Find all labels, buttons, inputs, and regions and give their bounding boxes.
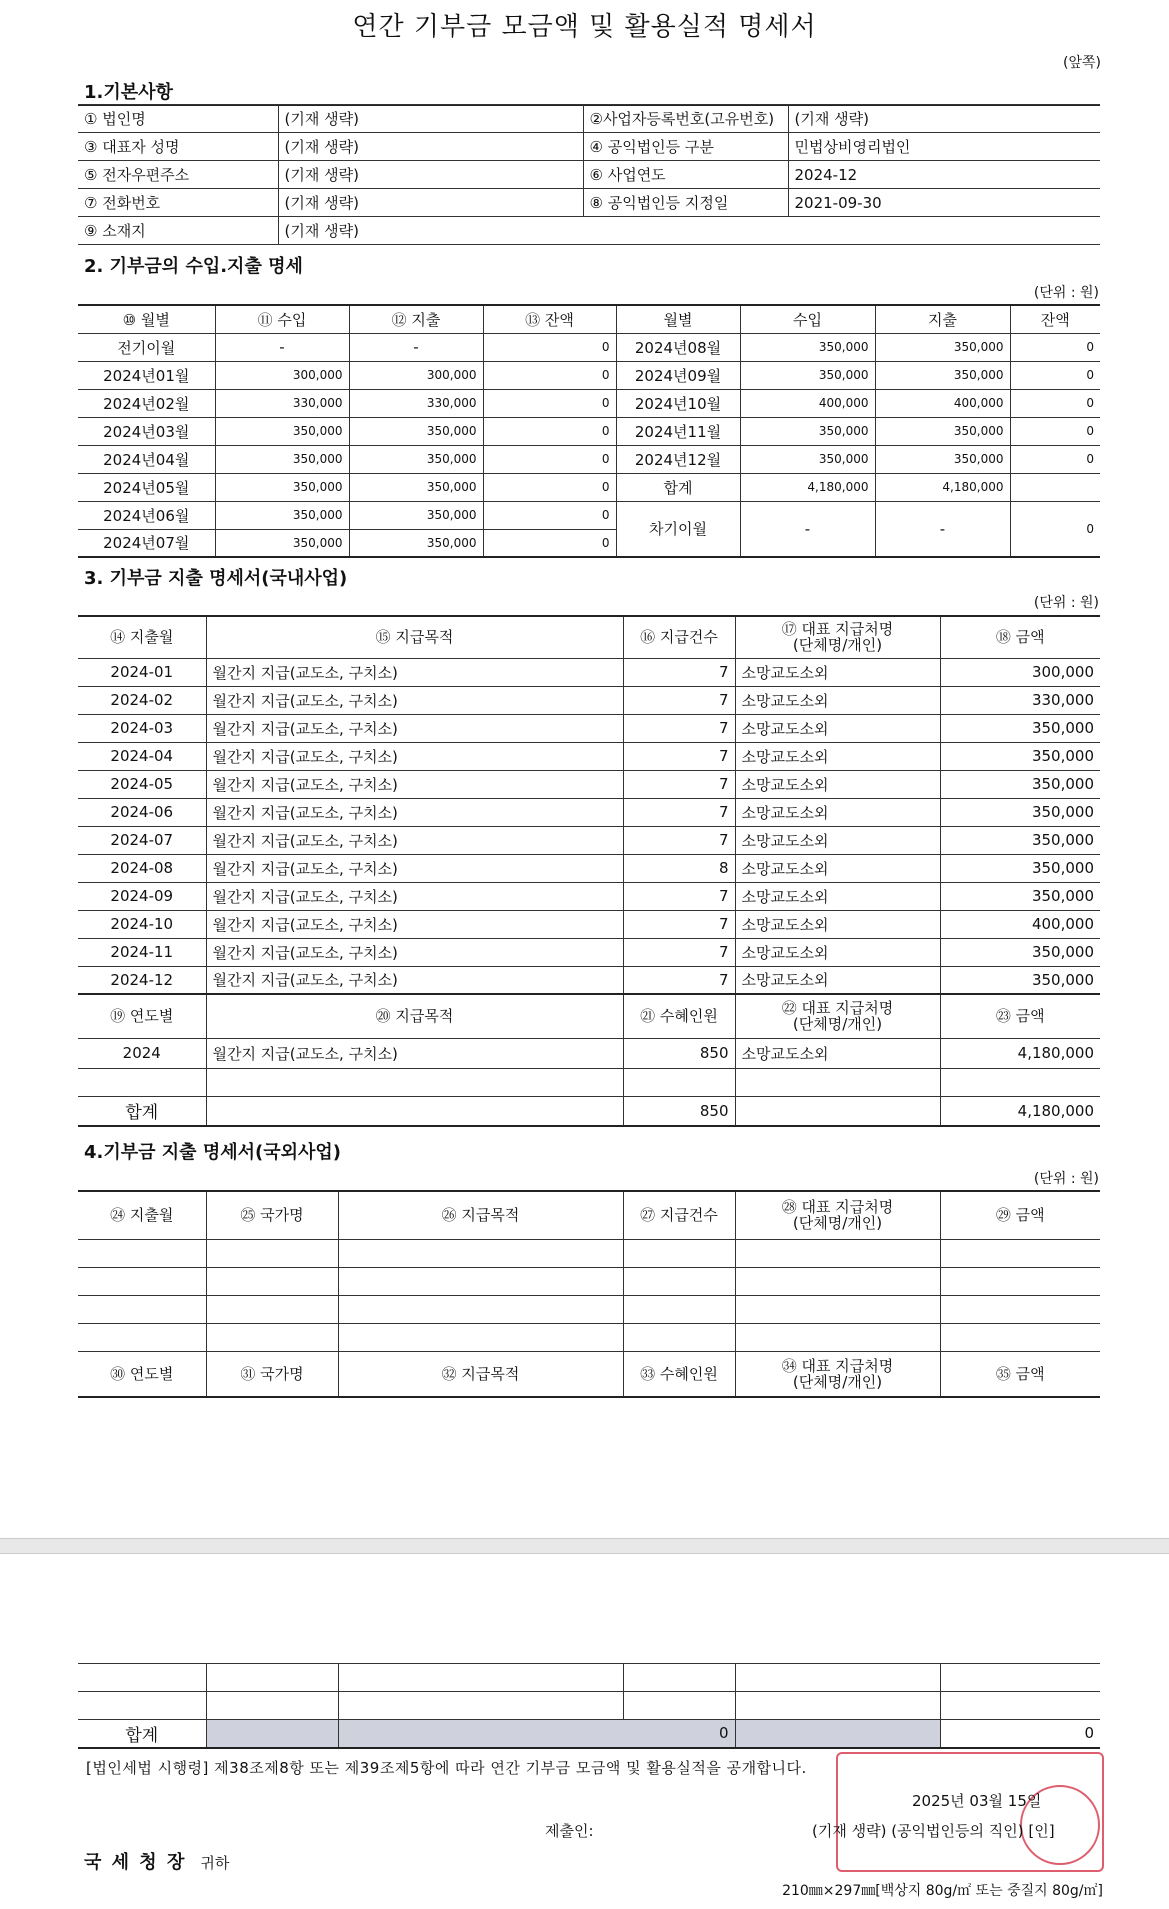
- column-header: ㉗ 지급건수: [623, 1191, 735, 1239]
- foreign-yearly-header-row: [78, 1351, 1100, 1397]
- balance-cell: 0: [483, 333, 616, 361]
- income-cell: 4,180,000: [740, 473, 875, 501]
- field-value: (기재 생략): [788, 105, 1100, 133]
- purpose-cell: 월간지 지급(교도소, 구치소): [206, 686, 623, 714]
- purpose-cell: 월간지 지급(교도소, 구치소): [206, 658, 623, 686]
- purpose-cell: 월간지 지급(교도소, 구치소): [206, 770, 623, 798]
- count-cell: 7: [623, 686, 735, 714]
- balance-cell: 0: [1010, 333, 1100, 361]
- field-label: ⑦ 전화번호: [78, 189, 278, 217]
- purpose-cell: 월간지 지급(교도소, 구치소): [206, 854, 623, 882]
- empty-cell: [206, 1323, 338, 1351]
- basic-row: [78, 105, 1100, 133]
- purpose-cell: 월간지 지급(교도소, 구치소): [206, 742, 623, 770]
- flow-row: [78, 473, 1100, 501]
- field-label: ②사업자등록번호(고유번호): [583, 105, 788, 133]
- foreign-empty-row: [78, 1267, 1100, 1295]
- domestic-row: [78, 714, 1100, 742]
- balance-cell: 0: [483, 529, 616, 557]
- empty-cell: [940, 1664, 1100, 1692]
- column-header: ⑱ 금액: [940, 616, 1100, 658]
- column-header: ㉕ 국가명: [206, 1191, 338, 1239]
- income-cell: -: [215, 333, 349, 361]
- domestic-total-row: [78, 1096, 1100, 1126]
- empty-cell: [623, 1692, 735, 1720]
- empty-cell: [940, 1295, 1100, 1323]
- total-amount-cell: 4,180,000: [940, 1096, 1100, 1126]
- count-cell: 7: [623, 714, 735, 742]
- amount-cell: 300,000: [940, 658, 1100, 686]
- domestic-table: [78, 615, 1100, 1127]
- domestic-row: [78, 770, 1100, 798]
- column-header: 지출: [875, 305, 1010, 333]
- empty-cell: [735, 1295, 940, 1323]
- income-cell: 350,000: [740, 333, 875, 361]
- domestic-row: [78, 798, 1100, 826]
- purpose-cell: 월간지 지급(교도소, 구치소): [206, 1038, 623, 1068]
- carry-expense-cell: -: [875, 501, 1010, 557]
- empty-cell: [338, 1239, 623, 1267]
- purpose-cell: 월간지 지급(교도소, 구치소): [206, 798, 623, 826]
- count-cell: 7: [623, 826, 735, 854]
- expense-cell: 350,000: [875, 445, 1010, 473]
- income-cell: 350,000: [215, 445, 349, 473]
- month-cell: 2024-08: [78, 854, 206, 882]
- count-cell: 7: [623, 882, 735, 910]
- carry-balance-cell: 0: [1010, 501, 1100, 557]
- empty-cell: [735, 1239, 940, 1267]
- empty-cell: [78, 1664, 206, 1692]
- expense-cell: 350,000: [875, 333, 1010, 361]
- month-cell: 2024-10: [78, 910, 206, 938]
- column-header: ⑲ 연도별: [78, 994, 206, 1038]
- foreign-table: [78, 1190, 1100, 1398]
- domestic-row: [78, 910, 1100, 938]
- shaded-cell: [735, 1720, 940, 1748]
- empty-cell: [206, 1664, 338, 1692]
- domestic-unit: (단위 : 원): [1033, 595, 1099, 611]
- total-label: 합계: [78, 1720, 206, 1748]
- month-cell: 2024년11월: [616, 417, 740, 445]
- month-cell: 합계: [616, 473, 740, 501]
- balance-cell: [1010, 473, 1100, 501]
- column-header: ⑳ 지급목적: [206, 994, 623, 1038]
- legal-statement: [법인세법 시행령] 제38조제8항 또는 제39조제5항에 따라 연간 기부금 모금액 및 활용실적을 공개합니다.: [86, 1759, 807, 1777]
- count-cell: 7: [623, 910, 735, 938]
- addressee-suffix: 귀하: [200, 1854, 230, 1872]
- flow-header-row: [78, 305, 1100, 333]
- income-cell: 350,000: [215, 529, 349, 557]
- domestic-yearly-header-row: [78, 994, 1100, 1038]
- purpose-cell: 월간지 지급(교도소, 구치소): [206, 882, 623, 910]
- empty-cell: [735, 1664, 940, 1692]
- empty-cell: [338, 1267, 623, 1295]
- empty-cell: [940, 1239, 1100, 1267]
- page-break: [0, 1538, 1169, 1554]
- carry-income-cell: -: [740, 501, 875, 557]
- empty-cell: [206, 1267, 338, 1295]
- empty-cell: [623, 1295, 735, 1323]
- flow-row: [78, 361, 1100, 389]
- month-cell: 2024-01: [78, 658, 206, 686]
- column-header: ㉟ 금액: [940, 1351, 1100, 1397]
- month-cell: 2024년04월: [78, 445, 215, 473]
- column-header: ㉔ 지출월: [78, 1191, 206, 1239]
- empty-cell: [78, 1323, 206, 1351]
- column-header: ⑬ 잔액: [483, 305, 616, 333]
- flow-row: [78, 501, 1100, 529]
- domestic-row: [78, 686, 1100, 714]
- recipient-cell: 소망교도소외: [735, 1038, 940, 1068]
- flow-row: [78, 389, 1100, 417]
- empty-cell: [623, 1323, 735, 1351]
- flow-row: [78, 445, 1100, 473]
- empty-cell: [78, 1267, 206, 1295]
- column-header: ⑮ 지급목적: [206, 616, 623, 658]
- total-label: 합계: [78, 1096, 206, 1126]
- expense-cell: -: [349, 333, 483, 361]
- amount-cell: 350,000: [940, 742, 1100, 770]
- empty-cell: [940, 1267, 1100, 1295]
- foreign-unit: (단위 : 원): [1033, 1171, 1099, 1187]
- domestic-row: [78, 854, 1100, 882]
- domestic-row: [78, 882, 1100, 910]
- filer-signature: (기재 생략) (공익법인등의 직인) [인]: [812, 1822, 1055, 1840]
- balance-cell: 0: [483, 445, 616, 473]
- month-cell: 2024-07: [78, 826, 206, 854]
- purpose-cell: 월간지 지급(교도소, 구치소): [206, 714, 623, 742]
- column-header: ⑭ 지출월: [78, 616, 206, 658]
- balance-cell: 0: [483, 361, 616, 389]
- income-cell: 330,000: [215, 389, 349, 417]
- domestic-row: [78, 742, 1100, 770]
- recipient-cell: 소망교도소외: [735, 770, 940, 798]
- month-cell: 2024-04: [78, 742, 206, 770]
- income-cell: 350,000: [740, 417, 875, 445]
- domestic-yearly-row: [78, 1038, 1100, 1068]
- month-cell: 2024-03: [78, 714, 206, 742]
- field-label: ⑧ 공익법인등 지정일: [583, 189, 788, 217]
- people-cell: 850: [623, 1038, 735, 1068]
- count-cell: 7: [623, 798, 735, 826]
- domestic-row: [78, 938, 1100, 966]
- recipient-cell: 소망교도소외: [735, 798, 940, 826]
- amount-cell: 350,000: [940, 882, 1100, 910]
- foreign-empty-row: [78, 1323, 1100, 1351]
- month-cell: 2024년01월: [78, 361, 215, 389]
- purpose-cell: 월간지 지급(교도소, 구치소): [206, 966, 623, 994]
- column-header: ⑰ 대표 지급처명 (단체명/개인): [735, 616, 940, 658]
- column-header: 수입: [740, 305, 875, 333]
- empty-cell: [338, 1692, 623, 1720]
- month-cell: 전기이월: [78, 333, 215, 361]
- month-cell: 2024년06월: [78, 501, 215, 529]
- balance-cell: 0: [1010, 417, 1100, 445]
- amount-cell: 400,000: [940, 910, 1100, 938]
- column-header: ㉙ 금액: [940, 1191, 1100, 1239]
- empty-cell: [206, 1692, 338, 1720]
- expense-cell: 350,000: [875, 361, 1010, 389]
- column-header: ㉝ 수혜인원: [623, 1351, 735, 1397]
- submission-date: 2025년 03월 15일: [912, 1792, 1042, 1810]
- total-people-cell: 850: [623, 1096, 735, 1126]
- income-cell: 350,000: [740, 361, 875, 389]
- amount-cell: 350,000: [940, 770, 1100, 798]
- field-value: 2024-12: [788, 161, 1100, 189]
- purpose-cell: 월간지 지급(교도소, 구치소): [206, 826, 623, 854]
- month-cell: 2024-11: [78, 938, 206, 966]
- empty-cell: [940, 1692, 1100, 1720]
- month-cell: 2024년09월: [616, 361, 740, 389]
- column-header: 월별: [616, 305, 740, 333]
- empty-cell: [338, 1664, 623, 1692]
- expense-cell: 350,000: [349, 417, 483, 445]
- balance-cell: 0: [1010, 389, 1100, 417]
- balance-cell: 0: [1010, 361, 1100, 389]
- year-cell: 2024: [78, 1038, 206, 1068]
- income-cell: 400,000: [740, 389, 875, 417]
- recipient-cell: 소망교도소외: [735, 910, 940, 938]
- foreign-empty-row: [78, 1239, 1100, 1267]
- recipient-cell: 소망교도소외: [735, 938, 940, 966]
- basic-row: [78, 133, 1100, 161]
- purpose-cell: 월간지 지급(교도소, 구치소): [206, 910, 623, 938]
- empty-cell: [338, 1323, 623, 1351]
- column-header: ⑪ 수입: [215, 305, 349, 333]
- field-value: 민법상비영리법인: [788, 133, 1100, 161]
- recipient-cell: 소망교도소외: [735, 826, 940, 854]
- expense-cell: 350,000: [349, 445, 483, 473]
- basic-row: [78, 189, 1100, 217]
- domestic-row: [78, 658, 1100, 686]
- field-label: ⑤ 전자우편주소: [78, 161, 278, 189]
- expense-cell: 350,000: [349, 529, 483, 557]
- empty-cell: [206, 1096, 623, 1126]
- column-header: ㉞ 대표 지급처명 (단체명/개인): [735, 1351, 940, 1397]
- foreign-empty-row: [78, 1295, 1100, 1323]
- field-label: ⑥ 사업연도: [583, 161, 788, 189]
- expense-cell: 4,180,000: [875, 473, 1010, 501]
- empty-cell: [940, 1323, 1100, 1351]
- empty-cell: [78, 1692, 206, 1720]
- foreign-total-row: [78, 1720, 1100, 1748]
- recipient-cell: 소망교도소외: [735, 658, 940, 686]
- column-header: ⑩ 월별: [78, 305, 215, 333]
- column-header: ㉚ 연도별: [78, 1351, 206, 1397]
- column-header: 잔액: [1010, 305, 1100, 333]
- month-cell: 2024년07월: [78, 529, 215, 557]
- column-header: ⑫ 지출: [349, 305, 483, 333]
- month-cell: 2024년02월: [78, 389, 215, 417]
- addressee-name: 국 세 청 장: [84, 1852, 187, 1873]
- recipient-cell: 소망교도소외: [735, 714, 940, 742]
- amount-cell: 350,000: [940, 938, 1100, 966]
- domestic-row: [78, 826, 1100, 854]
- month-cell: 2024-09: [78, 882, 206, 910]
- column-header: ㉑ 수혜인원: [623, 994, 735, 1038]
- expense-cell: 300,000: [349, 361, 483, 389]
- amount-cell: 350,000: [940, 798, 1100, 826]
- count-cell: 7: [623, 966, 735, 994]
- section-flow-title: 2. 기부금의 수입.지출 명세: [84, 256, 303, 277]
- count-cell: 7: [623, 742, 735, 770]
- recipient-cell: 소망교도소외: [735, 686, 940, 714]
- flow-row: [78, 417, 1100, 445]
- field-value: (기재 생략): [278, 161, 583, 189]
- empty-cell: [735, 1267, 940, 1295]
- count-cell: 7: [623, 770, 735, 798]
- expense-cell: 350,000: [349, 473, 483, 501]
- empty-cell: [623, 1664, 735, 1692]
- empty-cell: [940, 1068, 1100, 1096]
- domestic-row: [78, 966, 1100, 994]
- total-amount-cell: 0: [940, 1720, 1100, 1748]
- side-note: (앞쪽): [1063, 55, 1101, 71]
- column-header: ㉓ 금액: [940, 994, 1100, 1038]
- count-cell: 8: [623, 854, 735, 882]
- count-cell: 7: [623, 938, 735, 966]
- empty-cell: [78, 1239, 206, 1267]
- field-label: ④ 공익법인등 구분: [583, 133, 788, 161]
- section-basic-title: 1.기본사항: [78, 78, 1100, 106]
- filer-label: 제출인:: [545, 1822, 594, 1840]
- balance-cell: 0: [483, 501, 616, 529]
- basic-address-row: [78, 217, 1100, 245]
- month-cell: 2024-06: [78, 798, 206, 826]
- column-header: ㉛ 국가명: [206, 1351, 338, 1397]
- empty-cell: [735, 1068, 940, 1096]
- empty-cell: [338, 1295, 623, 1323]
- empty-cell: [623, 1068, 735, 1096]
- paper-spec: 210㎜×297㎜[백상지 80g/㎡ 또는 중질지 80g/㎡]: [782, 1883, 1103, 1899]
- recipient-cell: 소망교도소외: [735, 966, 940, 994]
- shaded-cell: [206, 1720, 338, 1748]
- flow-table: [78, 304, 1100, 558]
- section-foreign-title: 4.기부금 지출 명세서(국외사업): [84, 1142, 342, 1163]
- basic-info-table: [78, 104, 1100, 245]
- flow-unit: (단위 : 원): [1033, 285, 1099, 301]
- balance-cell: 0: [483, 389, 616, 417]
- amount-cell: 350,000: [940, 826, 1100, 854]
- expense-cell: 350,000: [349, 501, 483, 529]
- empty-cell: [623, 1239, 735, 1267]
- empty-cell: [206, 1068, 623, 1096]
- balance-cell: 0: [483, 473, 616, 501]
- amount-cell: 330,000: [940, 686, 1100, 714]
- month-cell: 2024년10월: [616, 389, 740, 417]
- recipient-cell: 소망교도소외: [735, 854, 940, 882]
- income-cell: 350,000: [740, 445, 875, 473]
- month-cell: 2024-02: [78, 686, 206, 714]
- recipient-cell: 소망교도소외: [735, 882, 940, 910]
- amount-cell: 350,000: [940, 714, 1100, 742]
- flow-row: [78, 333, 1100, 361]
- column-header: ⑯ 지급건수: [623, 616, 735, 658]
- bottom-empty-row: [78, 1692, 1100, 1720]
- field-value: (기재 생략): [278, 189, 583, 217]
- empty-cell: [206, 1239, 338, 1267]
- empty-cell: [735, 1692, 940, 1720]
- month-cell: 2024년08월: [616, 333, 740, 361]
- purpose-cell: 월간지 지급(교도소, 구치소): [206, 938, 623, 966]
- address-label: ⑨ 소재지: [78, 217, 278, 245]
- empty-cell: [735, 1323, 940, 1351]
- month-cell: 2024년12월: [616, 445, 740, 473]
- basic-row: [78, 161, 1100, 189]
- income-cell: 300,000: [215, 361, 349, 389]
- amount-cell: 4,180,000: [940, 1038, 1100, 1068]
- empty-cell: [78, 1295, 206, 1323]
- expense-cell: 350,000: [875, 417, 1010, 445]
- balance-cell: 0: [1010, 445, 1100, 473]
- field-value: (기재 생략): [278, 105, 583, 133]
- count-cell: 7: [623, 658, 735, 686]
- domestic-header-row: [78, 616, 1100, 658]
- expense-cell: 330,000: [349, 389, 483, 417]
- field-value: 2021-09-30: [788, 189, 1100, 217]
- month-cell: 2024-05: [78, 770, 206, 798]
- column-header: ㉖ 지급목적: [338, 1191, 623, 1239]
- column-header: ㉜ 지급목적: [338, 1351, 623, 1397]
- amount-cell: 350,000: [940, 966, 1100, 994]
- field-value: (기재 생략): [278, 133, 583, 161]
- addressee: [84, 1848, 229, 1874]
- income-cell: 350,000: [215, 417, 349, 445]
- recipient-cell: 소망교도소외: [735, 742, 940, 770]
- income-cell: 350,000: [215, 473, 349, 501]
- income-cell: 350,000: [215, 501, 349, 529]
- address-value: (기재 생략): [278, 217, 1100, 245]
- column-header: ㉒ 대표 지급처명 (단체명/개인): [735, 994, 940, 1038]
- total-people-cell: 0: [338, 1720, 735, 1748]
- amount-cell: 350,000: [940, 854, 1100, 882]
- bottom-empty-row: [78, 1664, 1100, 1692]
- balance-cell: 0: [483, 417, 616, 445]
- month-cell: 2024-12: [78, 966, 206, 994]
- field-label: ③ 대표자 성명: [78, 133, 278, 161]
- column-header: ㉘ 대표 지급처명 (단체명/개인): [735, 1191, 940, 1239]
- empty-cell: [735, 1096, 940, 1126]
- form-title: 연간 기부금 모금액 및 활용실적 명세서: [352, 12, 817, 42]
- foreign-total-table: [78, 1663, 1100, 1749]
- empty-cell: [623, 1267, 735, 1295]
- empty-cell: [206, 1295, 338, 1323]
- empty-cell: [78, 1068, 206, 1096]
- section-domestic-title: 3. 기부금 지출 명세서(국내사업): [84, 568, 348, 589]
- expense-cell: 400,000: [875, 389, 1010, 417]
- carry-month-cell: 차기이월: [616, 501, 740, 557]
- month-cell: 2024년03월: [78, 417, 215, 445]
- field-label: ① 법인명: [78, 105, 278, 133]
- month-cell: 2024년05월: [78, 473, 215, 501]
- foreign-header-row: [78, 1191, 1100, 1239]
- domestic-empty-row: [78, 1068, 1100, 1096]
